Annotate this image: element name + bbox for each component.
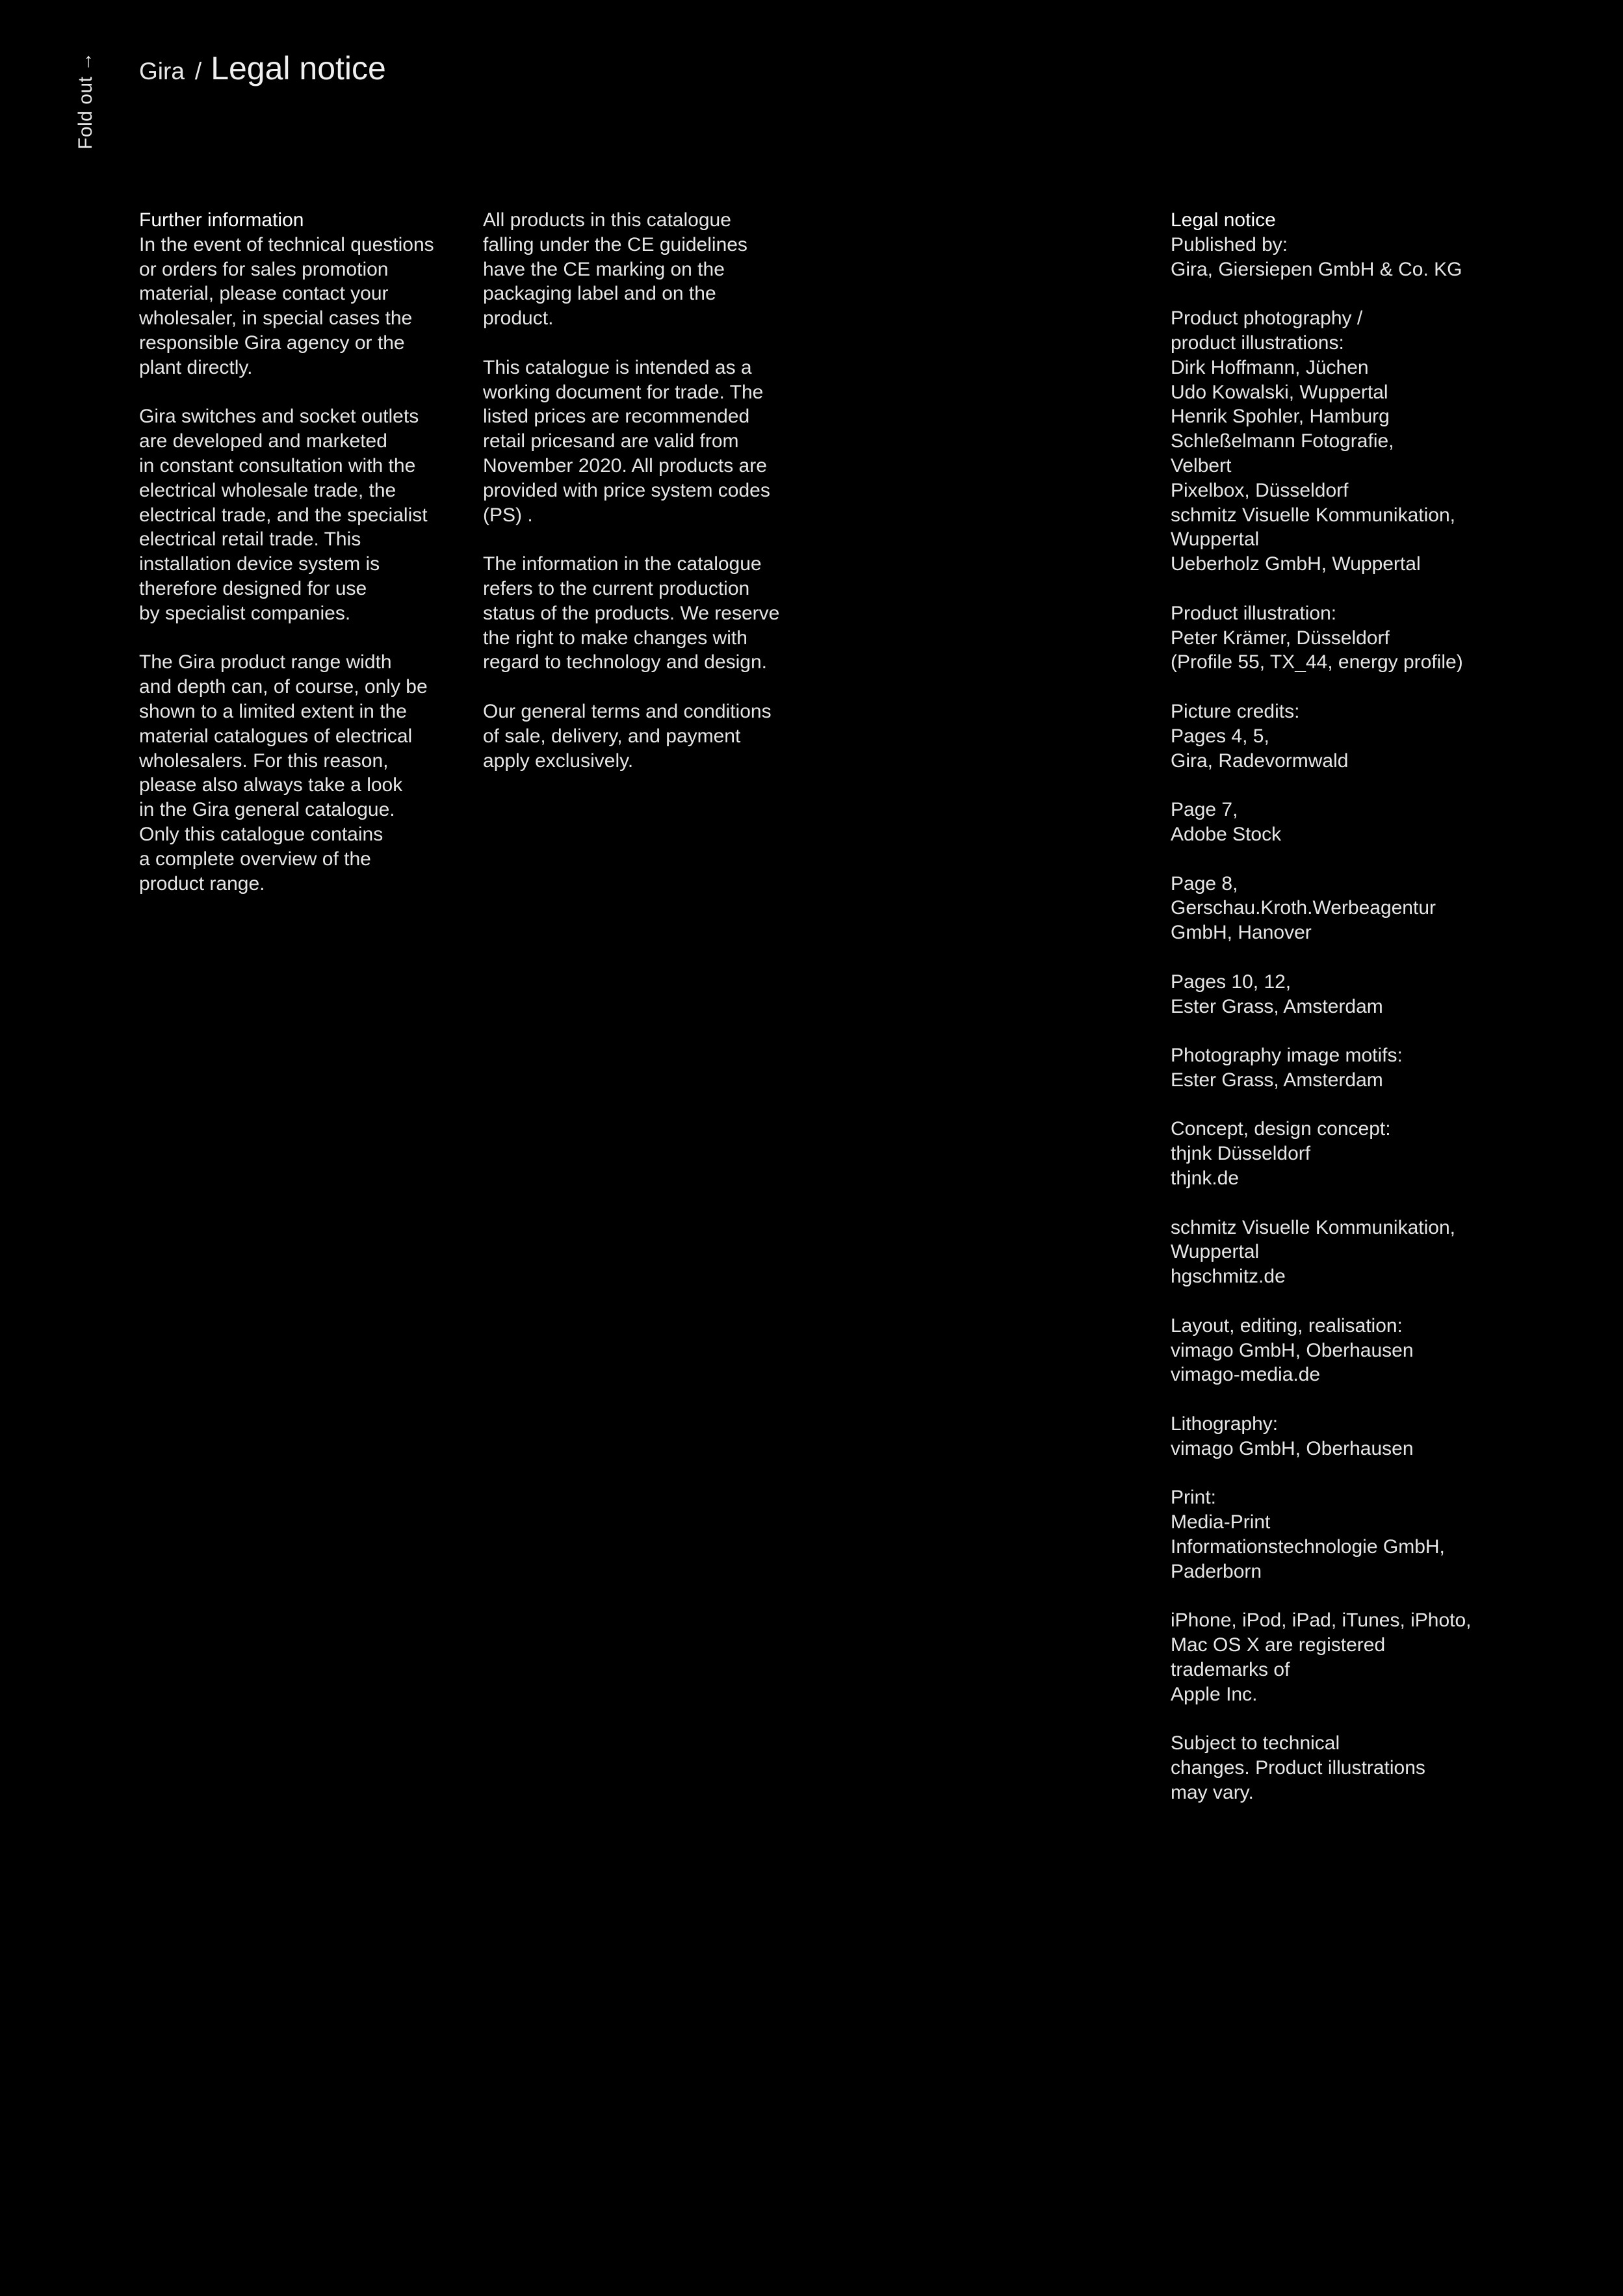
publisher-block: Published by: Gira, Giersiepen GmbH & Co. KG [1171,233,1462,280]
credits-pictures: Picture credits: Pages 4, 5, Gira, Radevormwald [1171,700,1349,772]
credits-schmitz: schmitz Visuelle Kommunikation, Wuppertal hgschmitz.de [1171,1216,1455,1288]
catalogue-notes-paragraph-2: This catalogue is intended as a working document for trade. The listed prices are recommended retail pricesand are valid from November 2020. All products are provided with price system codes (PS) . [483,356,770,526]
credits-image-motifs: Photography image motifs: Ester Grass, Amsterdam [1171,1045,1403,1091]
credits-layout: Layout, editing, realisation: vimago GmbH, Oberhausen vimago-media.de [1171,1314,1414,1386]
further-information-paragraph-2: Gira switches and socket outlets are developed and marketed in constant consultation with the electrical wholesale trade, the electrical trade, and the specialist electrical retail trade. This installation device system is therefore designed for use by specialist companies. [139,406,428,624]
credits-photography: Product photography / product illustrations: Dirk Hoffmann, Jüchen Udo Kowalski, Wuppertal Henrik Spohler, Hamburg Schleßelmann Fotografie, Velbert Pixelbox, Düsseldorf schmitz Visuelle Kommunikation, Wuppertal Ueberholz GmbH, Wuppertal [1171,307,1455,575]
catalogue-notes-paragraph-3: The information in the catalogue refers to the current production status of the products. We reserve the right to make changes with regard to technology and design. [483,553,780,673]
legal-notice-heading: Legal notice [1171,209,1276,231]
fold-out-label: Fold out [75,76,96,150]
fold-out-label-wrap [66,51,105,150]
credits-illustration: Product illustration: Peter Krämer, Düsseldorf (Profile 55, TX_44, energy profile) [1171,602,1463,673]
catalogue-notes-paragraph-4: Our general terms and conditions of sale, delivery, and payment apply exclusively. [483,700,772,772]
arrow-right-icon: → [75,51,96,72]
further-information-paragraph-1: In the event of technical questions or orders for sales promotion material, please contact your wholesaler, in special cases the responsible Gira agency or the plant directly. [139,233,434,378]
catalogue-notes-paragraph-1: All products in this catalogue falling under the CE guidelines have the CE marking on the packaging label and on the product. [483,209,747,330]
fold-out-tab[interactable] [66,46,105,150]
column-legal-notice [1171,208,1535,1805]
credits-page-8: Page 8, Gerschau.Kroth.Werbeagentur GmbH, Hanover [1171,872,1436,944]
credits-page-7: Page 7, Adobe Stock [1171,799,1282,845]
brand-name: Gira [139,58,185,85]
technical-changes-notice: Subject to technical changes. Product illustrations may vary. [1171,1732,1425,1803]
credits-pages-10-12: Pages 10, 12, Ester Grass, Amsterdam [1171,971,1383,1017]
further-information-paragraph-3: The Gira product range width and depth can, of course, only be shown to a limited extent in the material catalogues of electrical wholesalers. For this reason, please also always take a look in the Gira general catalogue. Only this catalogue contains a complete overview of the product range. [139,651,428,894]
trademark-notice: iPhone, iPod, iPad, iTunes, iPhoto, Mac OS X are registered trademarks of Apple Inc. [1171,1610,1472,1705]
further-information-heading: Further information [139,209,304,231]
header-separator: / [194,58,202,85]
credits-concept: Concept, design concept: thjnk Düsseldorf thjnk.de [1171,1118,1391,1190]
credits-print: Print: Media-Print Informationstechnologie GmbH, Paderborn [1171,1487,1445,1582]
page-title: Legal notice [211,50,386,86]
page-header [139,49,386,87]
credits-lithography: Lithography: vimago GmbH, Oberhausen [1171,1413,1414,1459]
column-catalogue-notes [483,208,808,773]
column-further-information [139,208,464,896]
